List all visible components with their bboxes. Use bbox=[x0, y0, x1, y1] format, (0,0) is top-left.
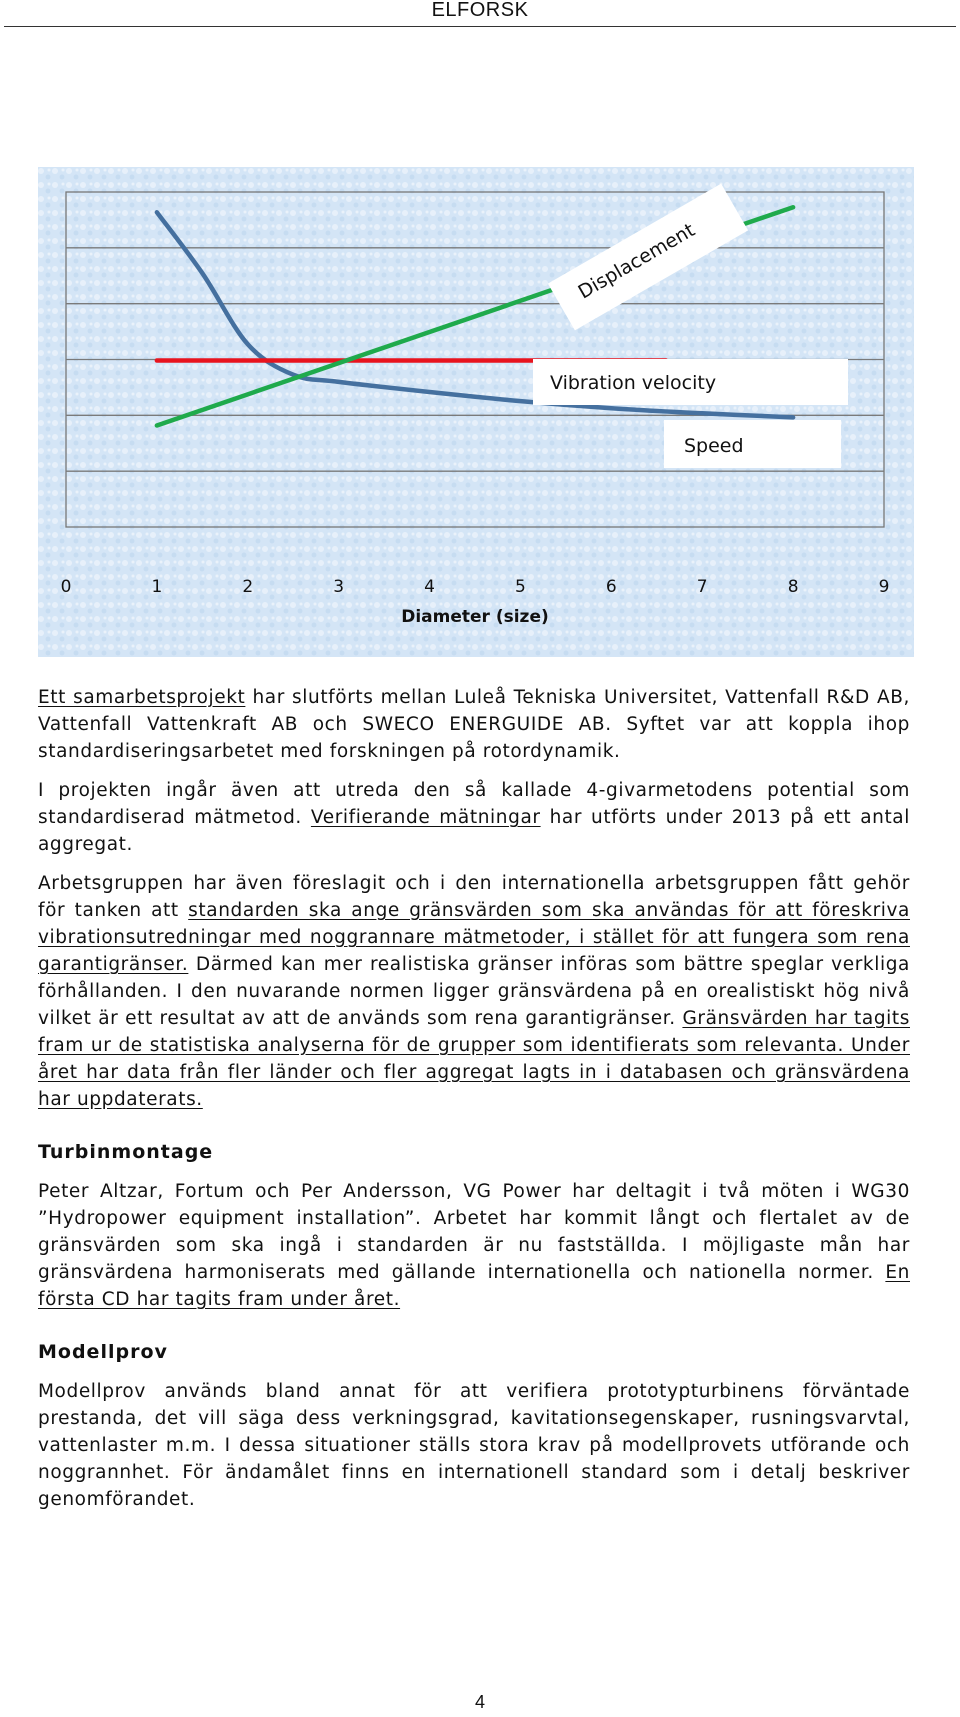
paragraph-2-text: I projekten ingår även att utreda den så kallade 4-givarmetodens potential som standardiserad mätmetod. bbox=[38, 780, 910, 828]
x-tick-label: 0 bbox=[60, 577, 72, 597]
diagram-figure bbox=[38, 167, 914, 657]
header-title: ELFORSK bbox=[431, 0, 529, 21]
paragraph-2-link: Verifierande mätningar bbox=[310, 807, 541, 828]
x-tick-label: 8 bbox=[787, 577, 799, 597]
body-text bbox=[38, 684, 910, 1525]
paragraph-3-link-2: Gränsvärden har tagits fram ur de statistiska analyserna för de grupper som identifierats som relevanta. Under året har data från fler länder och fler aggregat lagts in i databasen och gränsvärdena har uppdaterats. bbox=[38, 1008, 910, 1110]
x-tick-label: 4 bbox=[424, 577, 435, 597]
x-tick-label: 6 bbox=[605, 577, 617, 597]
displacement-label: Displacement bbox=[574, 219, 699, 304]
paragraph-2-tail: har utförts under 2013 på ett antal aggregat. bbox=[38, 807, 910, 855]
diagram-background bbox=[38, 167, 914, 657]
page-header bbox=[4, 0, 956, 27]
heading-modellprov: Modellprov bbox=[38, 1341, 168, 1363]
x-tick-label: 9 bbox=[878, 577, 890, 597]
speed-label: Speed bbox=[684, 435, 744, 457]
x-tick-label: 1 bbox=[151, 577, 163, 597]
paragraph-3 bbox=[38, 870, 910, 1113]
paragraph-3-text: Arbetsgruppen har även föreslagit och i den internationella arbetsgruppen fått gehör för tanken att bbox=[38, 873, 910, 921]
paragraph-4-text: Peter Altzar, Fortum och Per Andersson, VG Power har deltagit i två möten i WG30 ”Hydropower equipment installation”. Arbetet har kommit långt och flertalet av de gränsvärden som ska ingå i standarden är nu fastställda. I möjligaste mån har gränsvärdena harmoniserats med gällande internationella och nationella normer. bbox=[38, 1181, 910, 1283]
paragraph-3-link-1: standarden ska ange gränsvärden som ska användas för att föreskriva vibrationsutredningar med noggrannare mätmetoder, i stället för att fungera som rena garantigränser. bbox=[38, 900, 910, 975]
paragraph-1-text: har slutförts mellan Luleå Tekniska Universitet, Vattenfall R&D AB, Vattenfall Vattenkraft AB och SWECO ENERGUIDE AB. Syftet var att koppla ihop standardiseringsarbetet med forskningen på rotordynamik. bbox=[38, 687, 910, 762]
x-tick-label: 7 bbox=[696, 577, 708, 597]
x-tick-label: 5 bbox=[515, 577, 526, 597]
paragraph-2 bbox=[38, 777, 910, 858]
paragraph-4 bbox=[38, 1178, 910, 1313]
paragraph-1-link: Ett samarbetsprojekt bbox=[38, 687, 246, 708]
heading-turbinmontage: Turbinmontage bbox=[38, 1141, 214, 1163]
diagram-svg bbox=[38, 167, 914, 657]
paragraph-4-link: En första CD har tagits fram under året. bbox=[38, 1262, 910, 1310]
x-axis-label: Diameter (size) bbox=[401, 607, 549, 627]
paragraph-3-middle: Därmed kan mer realistiska gränser införas som bättre speglar verkliga förhållanden. I den nuvarande normen ligger gränsvärdena på en orealistiskt hög nivå vilket är ett resultat av att de används som rena garantigränser. bbox=[38, 954, 910, 1029]
x-tick-label: 2 bbox=[242, 577, 254, 597]
paragraph-5 bbox=[38, 1378, 910, 1513]
page-number: 4 bbox=[474, 1692, 485, 1712]
vibration-velocity-label: Vibration velocity bbox=[550, 372, 717, 394]
paragraph-5-text: Modellprov används bland annat för att verifiera prototypturbinens förväntade prestanda, det vill säga dess verkningsgrad, kavitationsegenskaper, rusningsvarvtal, vattenlaster m.m. I dessa situationer ställs stora krav på modellprovets utförande och noggrannhet. För ändamålet finns en internationell standard som i detalj beskriver genomförandet. bbox=[38, 1381, 910, 1510]
paragraph-1 bbox=[38, 684, 910, 765]
x-tick-label: 3 bbox=[333, 577, 345, 597]
